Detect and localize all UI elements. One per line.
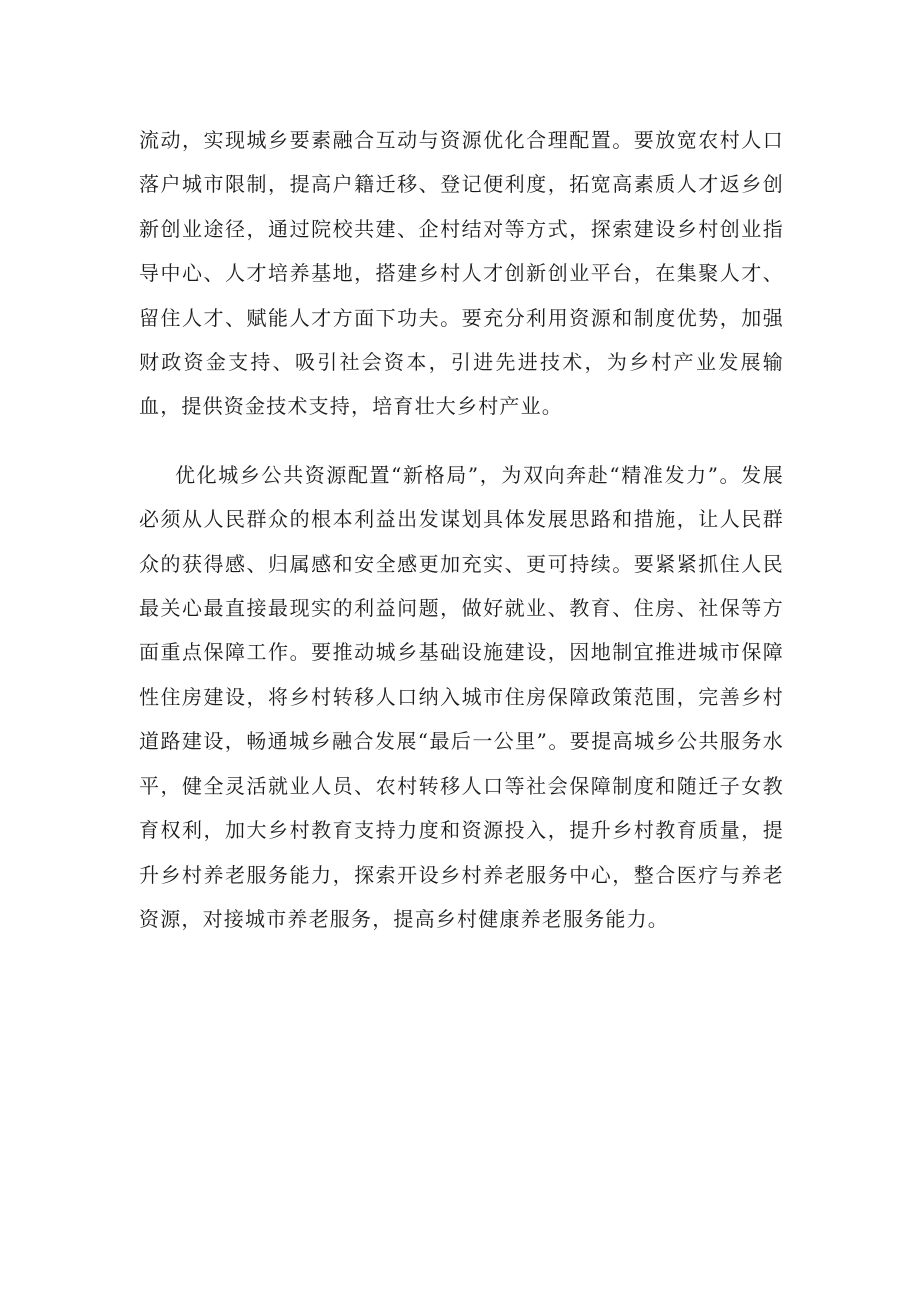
document-body	[139, 118, 784, 941]
paragraph-2: 优化城乡公共资源配置“新格局”，为双向奔赴“精准发力”。发展必须从人民群众的根本利益出发谋划具体发展思路和措施，让人民群众的获得感、归属感和安全感更加充实、更可持续。要紧紧抓住人民最关心最直接最现实的利益问题，做好就业、教育、住房、社保等方面重点保障工作。要推动城乡基础设施建设，因地制宜推进城市保障性住房建设，将乡村转移人口纳入城市住房保障政策范围，完善乡村道路建设，畅通城乡融合发展“最后一公里”。要提高城乡公共服务水平，健全灵活就业人员、农村转移人口等社会保障制度和随迁子女教育权利，加大乡村教育支持力度和资源投入，提升乡村教育质量，提升乡村养老服务能力，探索开设乡村养老服务中心，整合医疗与养老资源，对接城市养老服务，提高乡村健康养老服务能力。	[139, 462, 784, 931]
paragraph-1: 流动，实现城乡要素融合互动与资源优化合理配置。要放宽农村人口落户城市限制，提高户籍迁移、登记便利度，拓宽高素质人才返乡创新创业途径，通过院校共建、企村结对等方式，探索建设乡村创业指导中心、人才培养基地，搭建乡村人才创新创业平台，在集聚人才、留住人才、赋能人才方面下功夫。要充分利用资源和制度优势，加强财政资金支持、吸引社会资本，引进先进技术，为乡村产业发展输血，提供资金技术支持，培育壮大乡村产业。	[139, 128, 784, 419]
